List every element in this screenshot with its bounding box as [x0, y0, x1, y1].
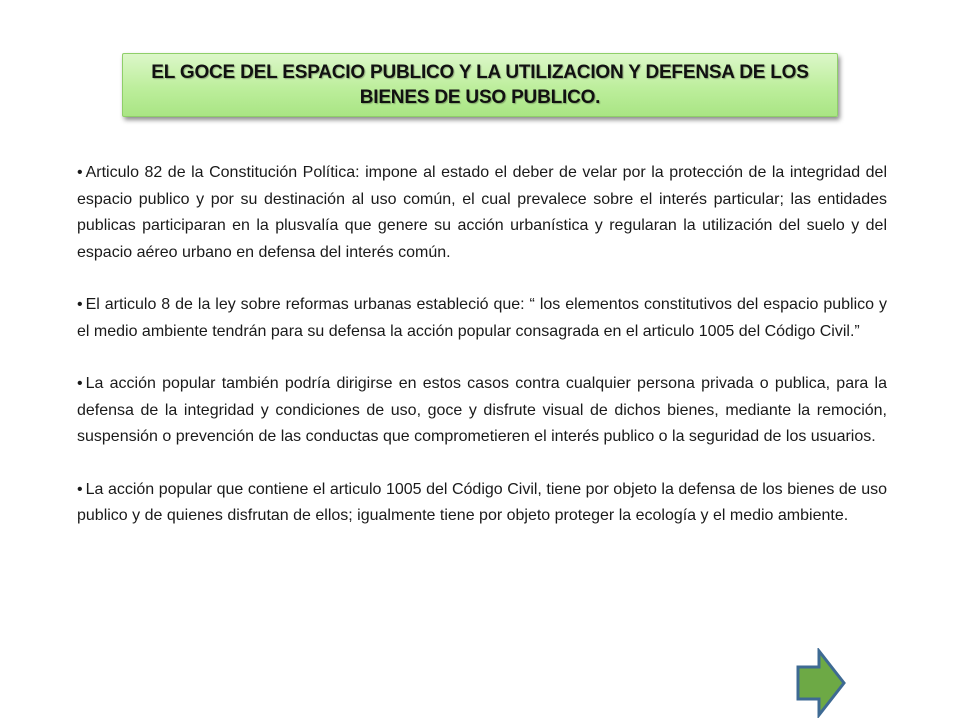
next-slide-button[interactable]: [795, 648, 847, 718]
paragraph-articulo-1005: [77, 477, 887, 530]
slide-title: EL GOCE DEL ESPACIO PUBLICO Y LA UTILIZACION Y DEFENSA DE LOS BIENES DE USO PUBLICO.: [151, 62, 809, 108]
paragraph-text: Articulo 82 de la Constitución Política: impone al estado el deber de velar por la protección de la integridad del espacio publico y por su destinación al uso común, el cual prevalece sobre el interés particular; las entidades publicas participaran en la plusvalía que genere su acción urbanística y regularan la utilización del suelo y del espacio aéreo urbano en defensa del interés común.: [77, 164, 887, 261]
paragraph-articulo-82: [77, 160, 887, 266]
title-banner: [122, 53, 838, 117]
bullet-point: •: [77, 164, 83, 181]
bullet-point: •: [77, 296, 83, 313]
bullet-point: •: [77, 480, 83, 498]
right-arrow-icon: [795, 648, 847, 718]
paragraph-articulo-8: [77, 292, 887, 345]
paragraph-text: La acción popular que contiene el articulo 1005 del Código Civil, tiene por objeto la defensa de los bienes de uso publico y de quienes disfrutan de ellos; igualmente tiene por objeto proteger la ecología y el medio ambiente.: [77, 480, 887, 524]
paragraph-accion-popular: [77, 371, 887, 451]
bullet-point: •: [77, 375, 83, 392]
slide-content: [77, 160, 887, 556]
paragraph-text: La acción popular también podría dirigirse en estos casos contra cualquier persona privada o publica, para la defensa de la integridad y condiciones de uso, goce y disfrute visual de dichos bienes, mediante la remoción, suspensión o prevención de las conductas que comprometieren el interés publico o la seguridad de los usuarios.: [77, 375, 887, 445]
paragraph-text: El articulo 8 de la ley sobre reformas urbanas estableció que: “ los elementos constitutivos del espacio publico y el medio ambiente tendrán para su defensa la acción popular consagrada en el articulo 1005 del Código Civil.”: [77, 296, 887, 340]
